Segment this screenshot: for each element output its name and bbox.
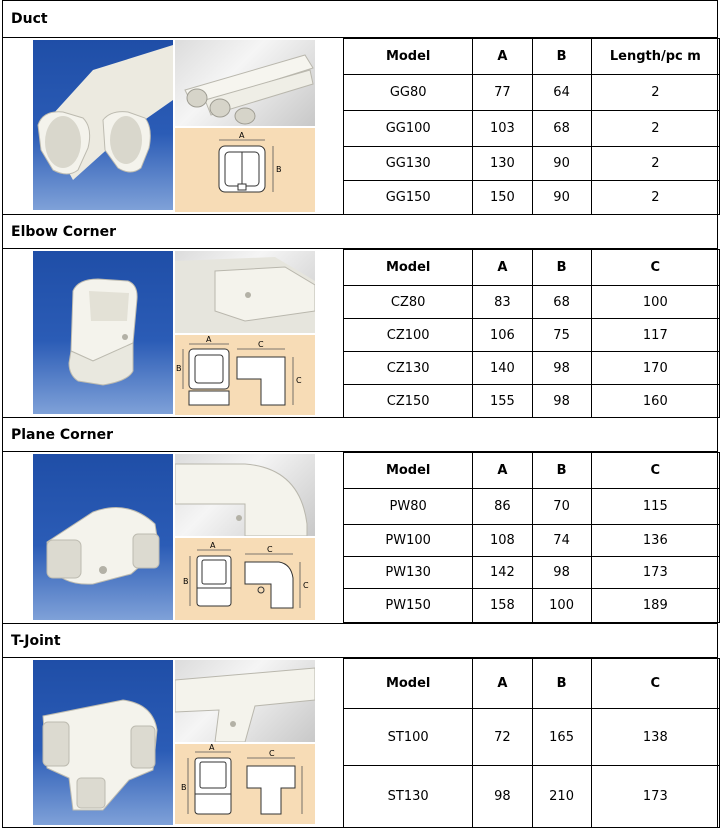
elbow-product-photo (33, 251, 173, 414)
cell-c: 170 (591, 352, 719, 385)
cell-b: 70 (532, 489, 591, 525)
section-plane-corner (2, 452, 718, 624)
dim-label-c: C (267, 545, 273, 554)
plane-corner-dimension-drawing (175, 538, 315, 620)
t-joint-detail-photo (175, 660, 315, 742)
cell-b: 75 (532, 319, 591, 352)
dim-label-c: C (269, 749, 275, 758)
cell-a: 158 (473, 589, 532, 623)
header-a: A (473, 453, 532, 489)
cell-a: 72 (473, 709, 532, 766)
dim-label-c-side: C (296, 376, 302, 385)
table-row (344, 557, 720, 589)
header-c: C (591, 453, 719, 489)
cell-a: 86 (473, 489, 532, 525)
header-c: C (591, 250, 719, 286)
cell-model: CZ130 (344, 352, 473, 385)
cell-a: 142 (473, 557, 532, 589)
dim-label-b: B (181, 783, 187, 792)
cell-model: GG130 (344, 147, 473, 181)
cell-model: GG80 (344, 75, 473, 111)
header-b: B (532, 39, 591, 75)
cell-model: CZ150 (344, 385, 473, 418)
cell-b: 90 (532, 181, 591, 215)
cell-length: 2 (591, 111, 719, 147)
section-title-t-joint (2, 624, 718, 658)
cell-b: 74 (532, 525, 591, 557)
table-row (344, 709, 720, 766)
cell-model: GG100 (344, 111, 473, 147)
t-joint-dimension-drawing (175, 744, 315, 824)
dim-label-a: A (239, 131, 245, 140)
cell-model: PW80 (344, 489, 473, 525)
header-a: A (473, 39, 532, 75)
duct-dimension-drawing (175, 128, 315, 212)
header-model: Model (344, 39, 473, 75)
header-a: A (473, 250, 532, 286)
cell-model: CZ80 (344, 286, 473, 319)
plane-corner-detail-photo (175, 454, 315, 536)
duct-spec-table (343, 38, 720, 215)
cell-c: 160 (591, 385, 719, 418)
cell-c: 115 (591, 489, 719, 525)
dim-label-b: B (183, 577, 189, 586)
cell-model: CZ100 (344, 319, 473, 352)
dim-label-a: A (209, 744, 215, 752)
dim-label-c-side: C (303, 581, 309, 590)
section-elbow-corner (2, 249, 718, 418)
product-spec-sheet (2, 0, 720, 828)
cell-length: 2 (591, 147, 719, 181)
cell-c: 136 (591, 525, 719, 557)
cell-model: ST100 (344, 709, 473, 766)
section-title-text: Duct (11, 11, 48, 27)
dim-label-a: A (206, 335, 212, 344)
cell-model: PW150 (344, 589, 473, 623)
cell-a: 150 (473, 181, 532, 215)
table-row (344, 525, 720, 557)
elbow-spec-table (343, 249, 720, 418)
dim-label-b: B (276, 165, 282, 174)
table-row (344, 147, 720, 181)
cell-length: 2 (591, 181, 719, 215)
duct-product-photo (33, 40, 173, 210)
cell-c: 189 (591, 589, 719, 623)
table-row (344, 385, 720, 418)
cell-b: 68 (532, 111, 591, 147)
header-a: A (473, 659, 532, 709)
cell-a: 140 (473, 352, 532, 385)
cell-b: 98 (532, 385, 591, 418)
header-model: Model (344, 250, 473, 286)
cell-model: GG150 (344, 181, 473, 215)
duct-detail-photo (175, 40, 315, 126)
section-title-text: T-Joint (11, 632, 61, 649)
t-joint-spec-table (343, 658, 720, 828)
dim-label-b: B (176, 364, 182, 373)
cell-b: 90 (532, 147, 591, 181)
cell-c: 173 (591, 557, 719, 589)
t-joint-product-photo (33, 660, 173, 825)
cell-a: 83 (473, 286, 532, 319)
table-row (344, 589, 720, 623)
header-model: Model (344, 453, 473, 489)
cell-a: 103 (473, 111, 532, 147)
table-row (344, 75, 720, 111)
cell-model: PW130 (344, 557, 473, 589)
section-duct (2, 38, 718, 215)
dim-label-a: A (210, 541, 216, 550)
header-b: B (532, 250, 591, 286)
cell-a: 106 (473, 319, 532, 352)
table-row (344, 489, 720, 525)
plane-corner-product-photo (33, 454, 173, 620)
section-title-text: Plane Corner (11, 426, 114, 443)
cell-length: 2 (591, 75, 719, 111)
elbow-dimension-drawing (175, 335, 315, 415)
table-row (344, 352, 720, 385)
cell-c: 173 (591, 766, 719, 828)
dim-label-c: C (258, 340, 264, 349)
cell-b: 210 (532, 766, 591, 828)
table-row (344, 319, 720, 352)
cell-c: 117 (591, 319, 719, 352)
table-row (344, 286, 720, 319)
cell-model: PW100 (344, 525, 473, 557)
header-b: B (532, 453, 591, 489)
table-row (344, 111, 720, 147)
cell-b: 68 (532, 286, 591, 319)
section-title-elbow-corner (2, 215, 718, 249)
table-row (344, 766, 720, 828)
cell-a: 130 (473, 147, 532, 181)
section-title-text: Elbow Corner (11, 223, 116, 240)
cell-model: ST130 (344, 766, 473, 828)
section-title-plane-corner (2, 418, 718, 452)
plane-corner-spec-table (343, 452, 720, 623)
cell-a: 98 (473, 766, 532, 828)
cell-b: 64 (532, 75, 591, 111)
header-length: Length/pc m (591, 39, 719, 75)
section-t-joint (2, 658, 718, 828)
section-title-duct (2, 0, 718, 38)
cell-b: 165 (532, 709, 591, 766)
header-b: B (532, 659, 591, 709)
elbow-detail-photo (175, 251, 315, 333)
cell-b: 98 (532, 352, 591, 385)
cell-b: 98 (532, 557, 591, 589)
cell-a: 155 (473, 385, 532, 418)
table-row (344, 181, 720, 215)
header-c: C (591, 659, 719, 709)
cell-b: 100 (532, 589, 591, 623)
header-model: Model (344, 659, 473, 709)
cell-a: 77 (473, 75, 532, 111)
cell-c: 138 (591, 709, 719, 766)
cell-a: 108 (473, 525, 532, 557)
cell-c: 100 (591, 286, 719, 319)
